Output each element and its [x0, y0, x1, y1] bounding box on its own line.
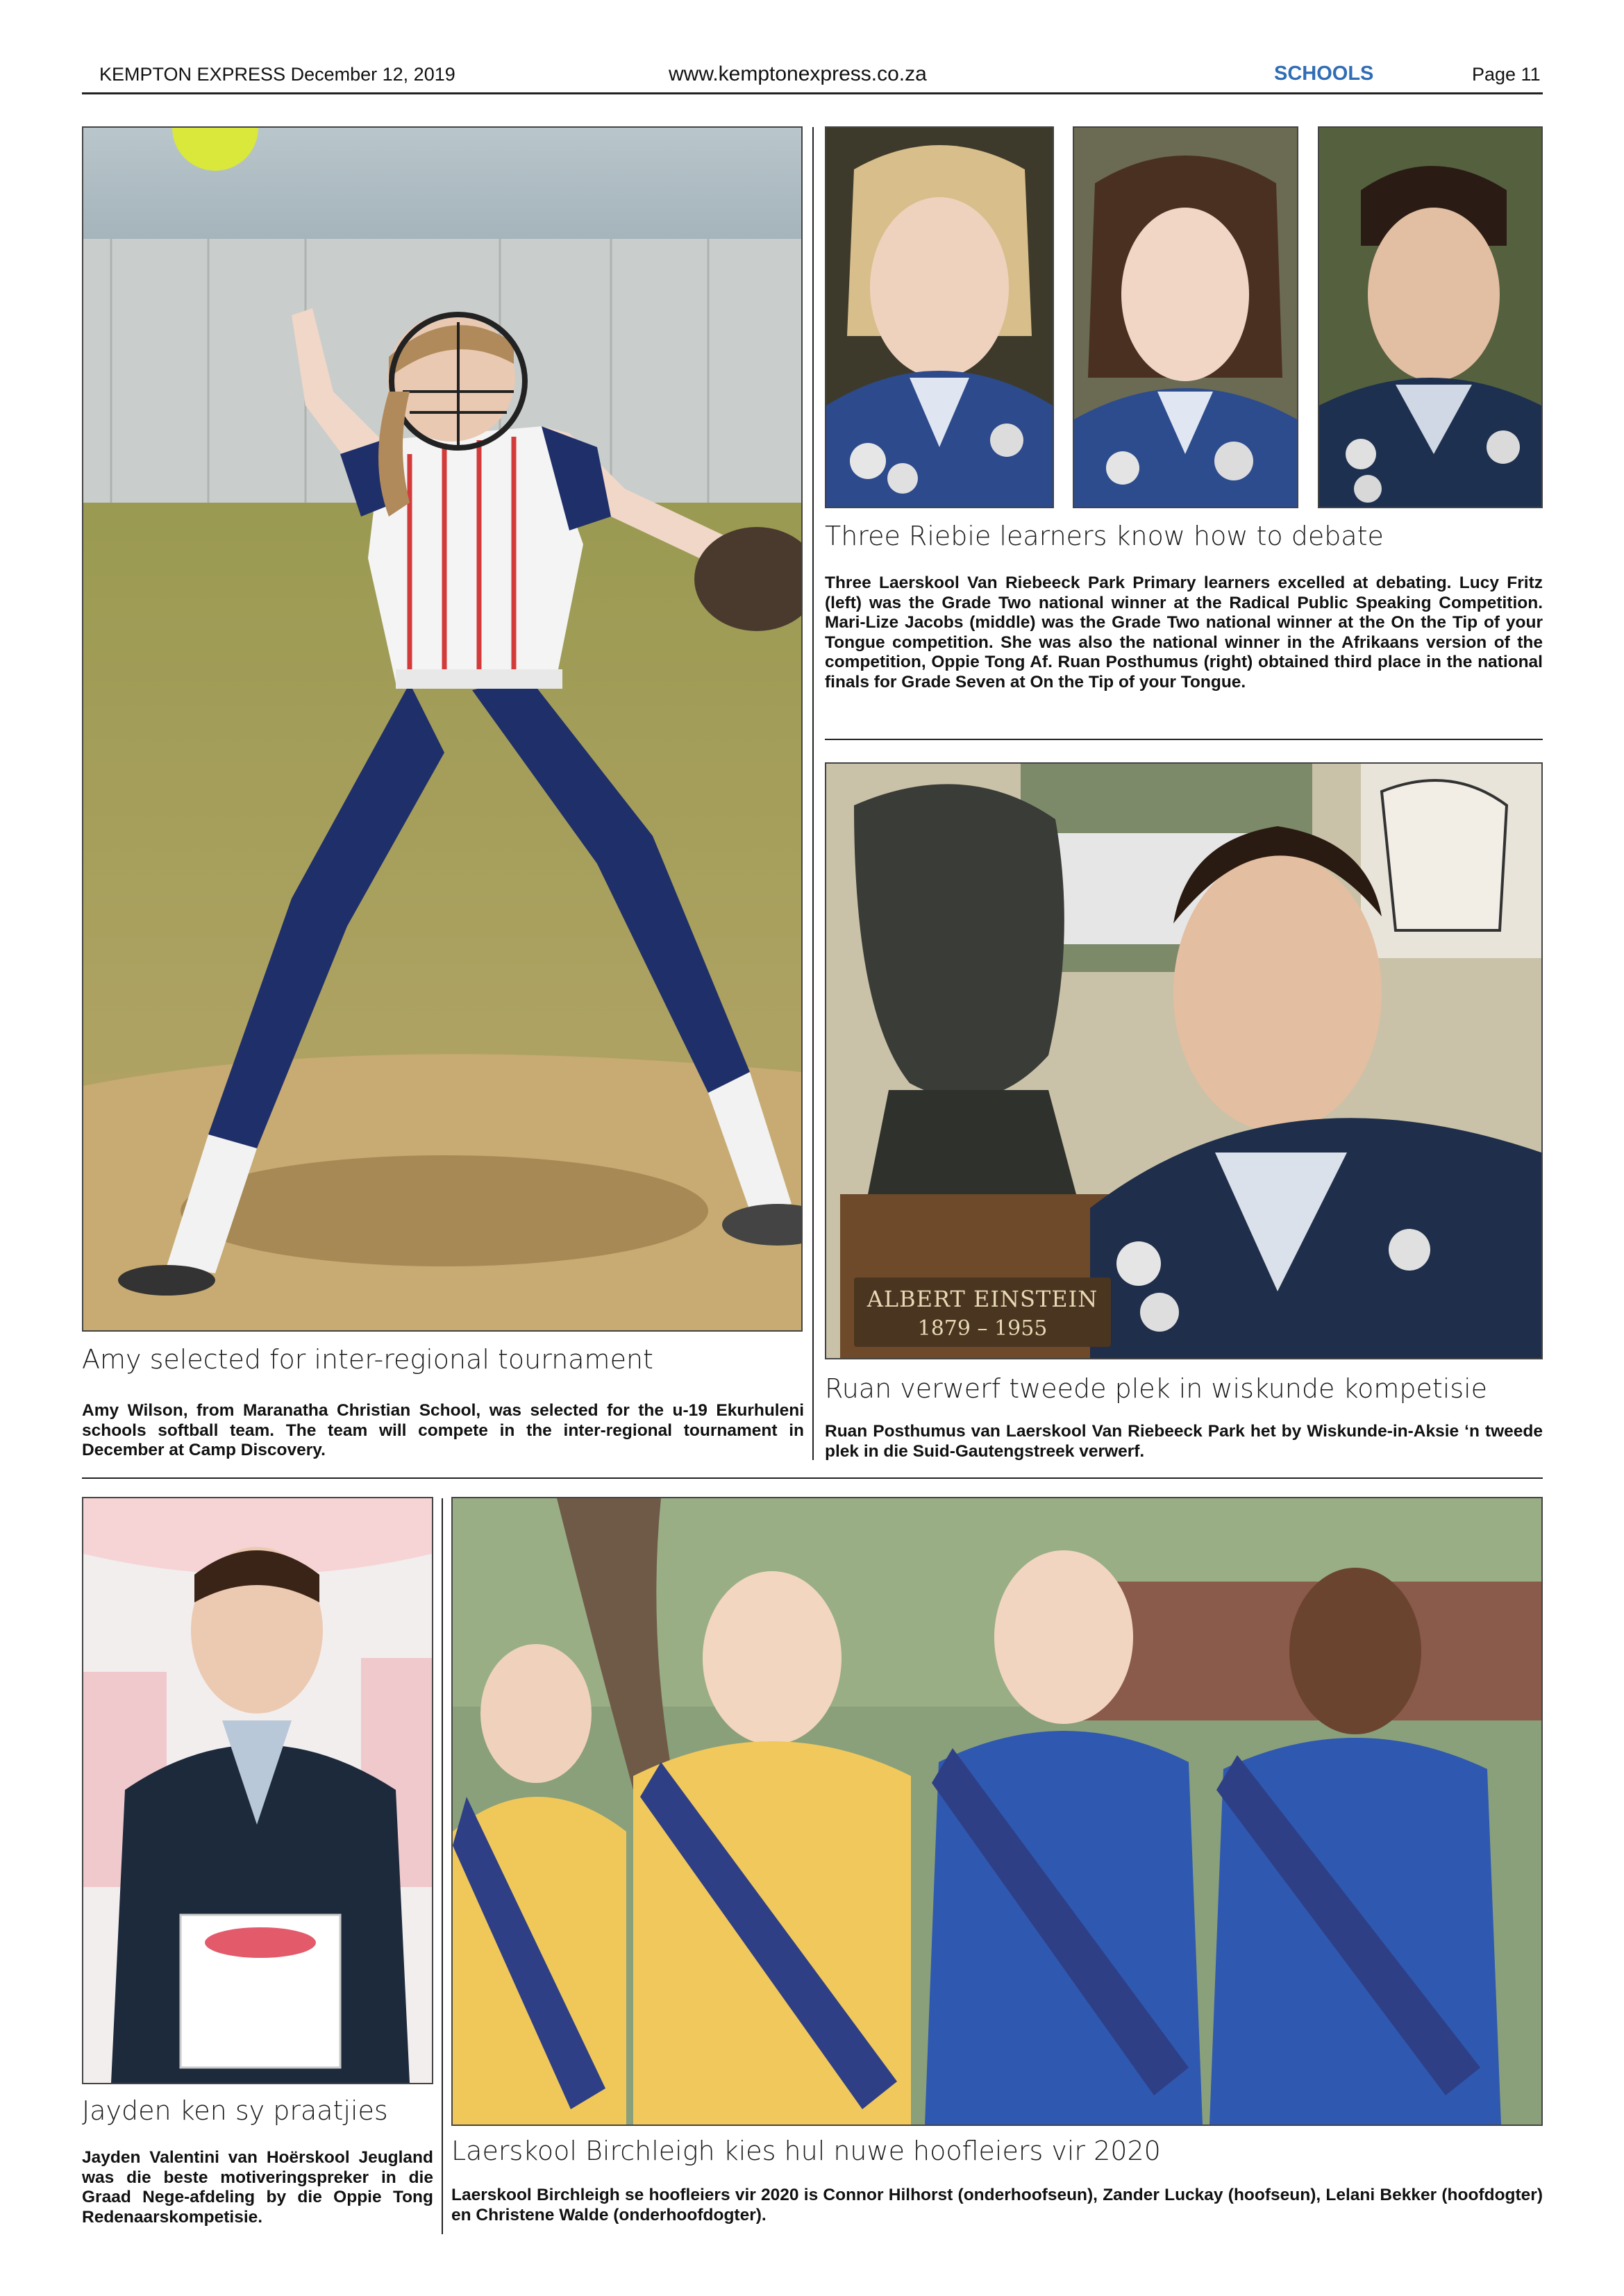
riebie-headline: Three Riebie learners know how to debate: [825, 521, 1384, 551]
jayden-caption-text: Jayden Valentini van Hoërskool Jeugland was die beste motiveringspreker in die Graad Nege-afdeling by die Oppie Tong Redenaarskompetisie.: [82, 2148, 433, 2227]
einstein-plaque: [854, 1277, 1111, 1347]
website-link[interactable]: www.kemptonexpress.co.za: [669, 62, 927, 85]
mari-lize-jacobs-photo: [1073, 126, 1298, 508]
ruan-posthumus-portrait: [1318, 126, 1543, 508]
publication-name: KEMPTON EXPRESS: [99, 64, 286, 85]
jayden-caption: [82, 2148, 433, 2227]
jayden-portrait-illustration: [83, 1498, 432, 2083]
jayden-headline: Jayden ken sy praatjies: [82, 2095, 388, 2126]
lucy-fritz-photo: [825, 126, 1054, 508]
story-divider: [825, 739, 1543, 740]
masthead: [99, 64, 455, 85]
plaque-years: 1879 – 1955: [917, 1316, 1048, 1341]
jayden-photo: [82, 1497, 433, 2084]
ruan-headline: Ruan verwerf tweede plek in wiskunde kompetisie: [825, 1373, 1488, 1404]
birchleigh-caption-text: Laerskool Birchleigh se hoofleiers vir 2020 is Connor Hilhorst (onderhoofseun), Zander Luckay (hoofseun), Lelani Bekker (hoofdogter) en Christene Walde (onderhoofdogter).: [451, 2186, 1543, 2224]
ruan-portrait-illustration: [1319, 128, 1541, 507]
birchleigh-leaders-photo: [451, 1497, 1543, 2126]
riebie-caption: [825, 573, 1543, 692]
ruan-einstein-photo: [825, 762, 1543, 1359]
ruan-caption: [825, 1422, 1543, 1461]
column-divider-top: [812, 127, 814, 1460]
issue-date: December 12, 2019: [290, 64, 455, 85]
section-label: SCHOOLS: [1274, 62, 1374, 85]
birchleigh-caption: [451, 2186, 1543, 2225]
lucy-portrait-illustration: [826, 128, 1053, 507]
column-divider-bottom: [442, 1498, 443, 2234]
page-number: Page 11: [1472, 64, 1541, 85]
mari-lize-portrait-illustration: [1074, 128, 1297, 507]
ruan-caption-text: Ruan Posthumus van Laerskool Van Riebeeck Park het by Wiskunde-in-Aksie ‘n tweede plek in die Suid-Gautengstreek verwerf.: [825, 1422, 1543, 1461]
amy-headline: Amy selected for inter-regional tournament: [82, 1344, 653, 1375]
plaque-name: ALBERT EINSTEIN: [867, 1286, 1098, 1312]
riebie-caption-text: Three Laerskool Van Riebeeck Park Primary learners excelled at debating. Lucy Fritz (left) was the Grade Two national winner at the Radical Public Speaking Competition. Mari-Lize Jacobs (middle) was the Grade Two national winner at the On the Tip of your Tongue competition. She was also the national winner in the Afrikaans version of the competition, Oppie Tong Af. Ruan Posthumus (right) obtained third place in the national finals for Grade Seven at On the Tip of your Tongue.: [825, 573, 1543, 692]
amy-caption-text: Amy Wilson, from Maranatha Christian School, was selected for the u-19 Ekurhuleni schools softball team. The team will compete in the inter-regional tournament in December at Camp Discovery.: [82, 1401, 804, 1459]
header-rule: [82, 92, 1543, 94]
softball-pitcher-illustration: [83, 128, 801, 1330]
section-divider: [82, 1477, 1543, 1479]
amy-caption: [82, 1401, 804, 1461]
ruan-einstein-illustration: [826, 764, 1541, 1358]
birchleigh-headline: Laerskool Birchleigh kies hul nuwe hoofleiers vir 2020: [451, 2136, 1161, 2166]
amy-softball-photo: [82, 126, 803, 1332]
birchleigh-leaders-illustration: [453, 1498, 1541, 2125]
